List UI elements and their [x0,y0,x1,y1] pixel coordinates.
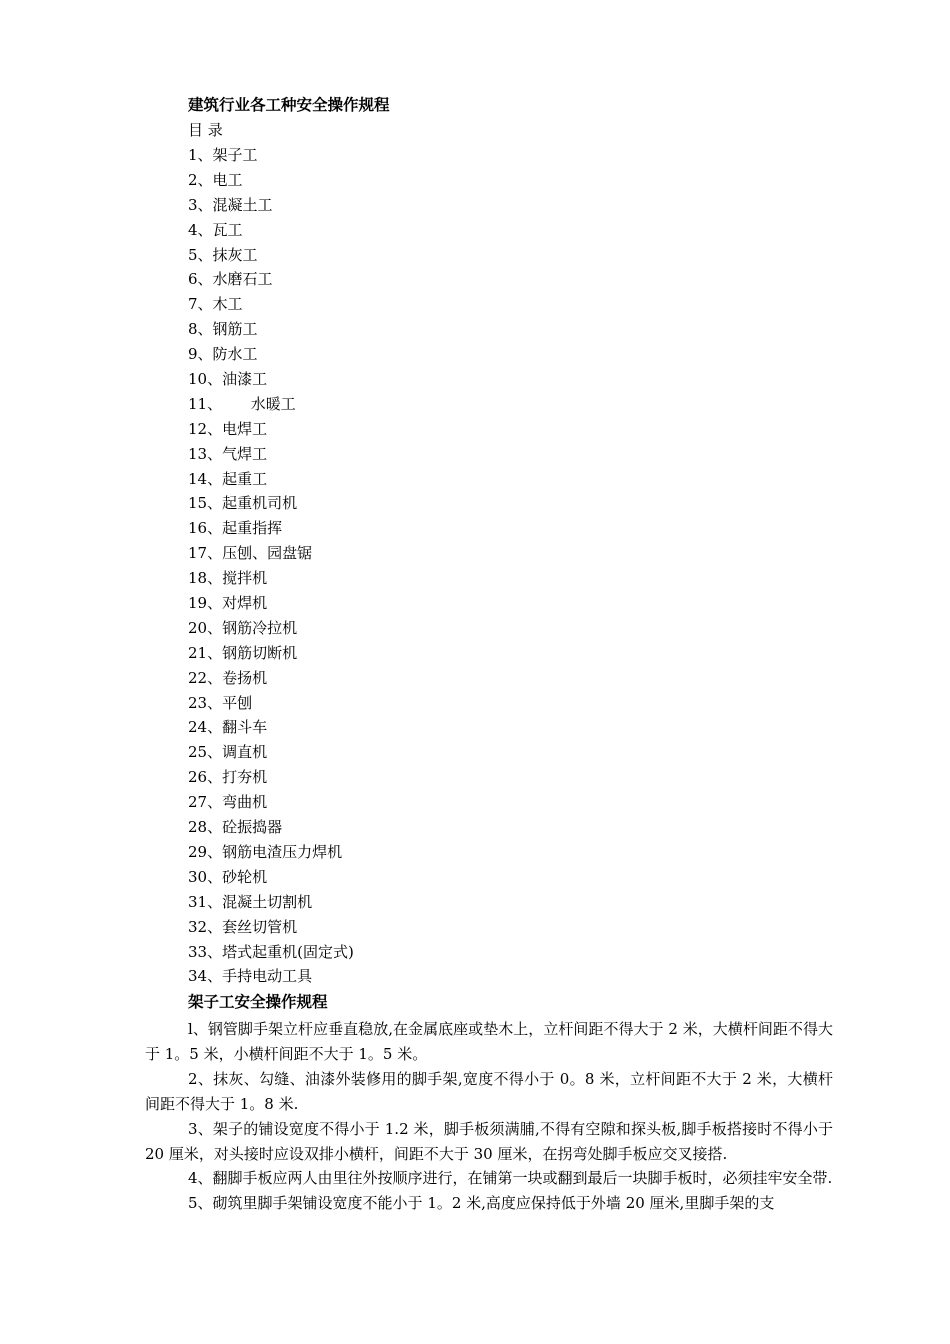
toc-item: 13、气焊工 [188,444,268,463]
toc-item: 11、 水暖工 [188,394,296,413]
toc-item: 2、电工 [188,170,243,189]
paragraph: 4、翻脚手板应两人由里往外按顺序进行，在铺第一块或翻到最后一块脚手板时，必须挂牢安全带. [188,1169,833,1188]
toc-item: 23、平刨 [188,693,253,712]
toc-item: 9、防水工 [188,345,258,364]
table-of-contents [188,145,354,991]
toc-item: 31、混凝土切割机 [188,892,313,911]
toc-item: 4、瓦工 [188,220,243,239]
toc-item: 12、电焊工 [188,419,268,438]
toc-item: 24、翻斗车 [188,718,268,737]
toc-item: 25、调直机 [188,743,268,762]
toc-item: 1、架子工 [188,146,258,164]
toc-item: 21、钢筋切断机 [188,643,298,662]
toc-heading: 目 录 [188,121,223,139]
section-title: 架子工安全操作规程 [188,992,328,1011]
section-body [145,1017,833,1216]
toc-item: 17、压刨、园盘锯 [188,544,313,563]
paragraph: 3、架子的铺设宽度不得小于 1.2 米，脚手板须满脯,不得有空隙和探头板,脚手板搭接时不得小于 20 厘米，对头接时应设双排小横杆，间距不大于 30 厘米，在拐弯处脚手板应交叉接搭. [145,1119,833,1163]
toc-item: 34、手持电动工具 [188,967,313,986]
toc-item: 7、木工 [188,295,243,314]
toc-item: 26、打夯机 [188,768,268,787]
toc-item: 33、塔式起重机(固定式) [188,942,354,961]
toc-item: 32、套丝切管机 [188,917,298,936]
paragraph: 2、抹灰、勾缝、油漆外装修用的脚手架,宽度不得小于 0。8 米，立杆间距不大于 2 米，大横杆间距不得大于 1。8 米. [145,1069,833,1113]
toc-item: 30、砂轮机 [188,867,268,886]
paragraph: l、钢管脚手架立杆应垂直稳放,在金属底座或垫木上，立杆间距不得大于 2 米，大横杆间距不得大于 1。5 米，小横杆间距不大于 1。5 米。 [145,1020,833,1063]
toc-item: 20、钢筋冷拉机 [188,618,298,637]
toc-item: 14、起重工 [188,469,268,488]
toc-item: 8、钢筋工 [188,320,258,339]
toc-item: 27、弯曲机 [188,793,268,812]
toc-item: 6、水磨石工 [188,270,273,289]
toc-item: 10、油漆工 [188,370,268,389]
toc-item: 3、混凝土工 [188,195,273,214]
toc-item: 16、起重指挥 [188,519,283,538]
toc-item: 15、起重机司机 [188,494,298,513]
toc-item: 28、砼振捣器 [188,818,283,837]
document-title: 建筑行业各工种安全操作规程 [188,95,390,114]
toc-item: 19、对焊机 [188,594,268,613]
toc-item: 5、抹灰工 [188,245,258,264]
paragraph: 5、砌筑里脚手架铺设宽度不能小于 1。2 米,高度应保持低于外墙 20 厘米,里脚手架的支 [188,1194,775,1213]
toc-item: 18、搅拌机 [188,569,268,588]
toc-item: 29、钢筋电渣压力焊机 [188,842,343,861]
toc-item: 22、卷扬机 [188,668,268,687]
